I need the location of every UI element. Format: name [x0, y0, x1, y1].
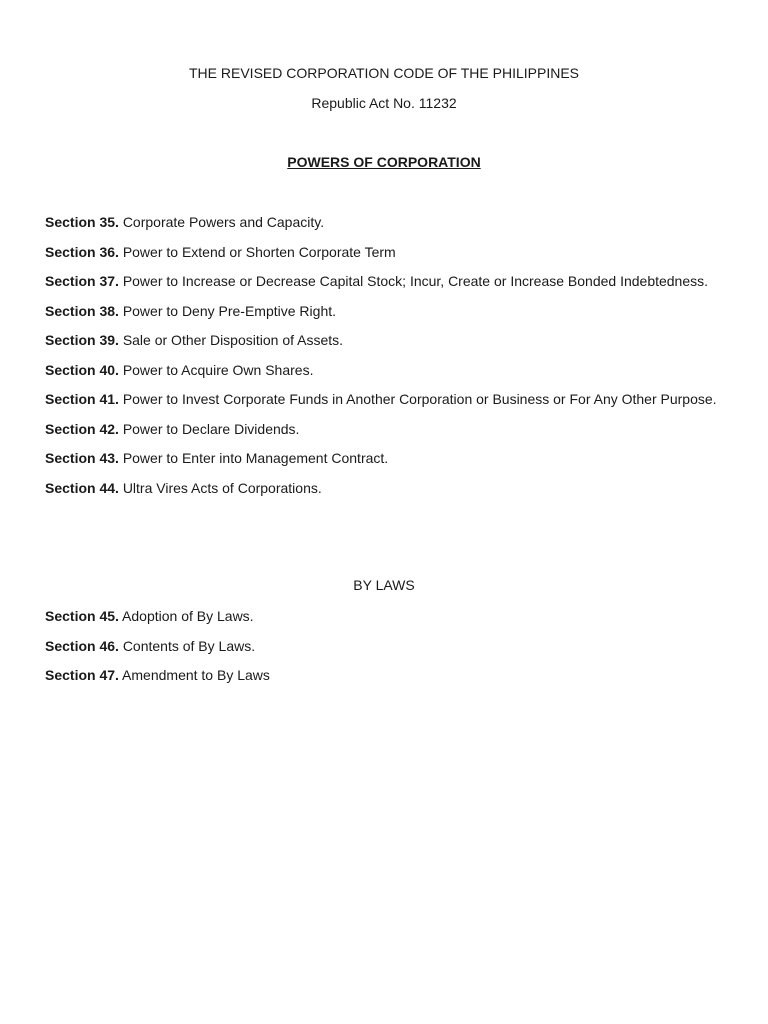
section-title: Contents of By Laws. — [122, 637, 256, 654]
section-number: Section 35. — [45, 214, 119, 230]
section-item — [45, 301, 725, 321]
document-title: THE REVISED CORPORATION CODE OF THE PHILIPPINES — [189, 65, 579, 81]
section-title: Power to Deny Pre-Emptive Right. — [122, 302, 337, 319]
section-number: Section 45. — [45, 608, 119, 624]
section-number: Section 43. — [45, 450, 119, 466]
section-title: Power to Enter into Management Contract. — [122, 450, 389, 466]
bylaws-section-list — [45, 606, 725, 695]
section-item — [45, 242, 725, 262]
section-number: Section 41. — [45, 391, 119, 407]
section-number: Section 44. — [45, 479, 119, 496]
section-number: Section 39. — [45, 332, 119, 348]
section-item — [45, 330, 725, 350]
section-item — [45, 419, 725, 439]
section-title: Power to Invest Corporate Funds in Another Corporation or Business or For Any Other Purpose. — [122, 391, 717, 407]
section-number: Section 37. — [45, 273, 119, 289]
section-number: Section 47. — [45, 667, 119, 683]
section-number: Section 36. — [45, 243, 119, 260]
section-title: Ultra Vires Acts of Corporations. — [122, 479, 322, 496]
section-title: Adoption of By Laws. — [122, 608, 254, 624]
section-item — [45, 665, 725, 685]
section-item — [45, 360, 725, 380]
section-number: Section 42. — [45, 420, 119, 437]
bylaws-heading: BY LAWS — [353, 577, 415, 593]
document-subtitle: Republic Act No. 11232 — [311, 95, 457, 111]
powers-section-list — [45, 212, 725, 507]
section-number: Section 38. — [45, 302, 119, 319]
section-number: Section 46. — [45, 637, 119, 654]
section-title: Power to Increase or Decrease Capital Stock; Incur, Create or Increase Bonded Indebtedness. — [122, 273, 709, 289]
section-title: Amendment to By Laws — [122, 667, 270, 683]
section-number: Section 40. — [45, 361, 119, 378]
section-title: Power to Declare Dividends. — [122, 420, 300, 437]
section-item — [45, 478, 725, 498]
section-item — [45, 389, 725, 409]
section-item — [45, 636, 725, 656]
section-title: Power to Acquire Own Shares. — [122, 361, 314, 378]
section-title: Corporate Powers and Capacity. — [122, 214, 325, 230]
section-title: Sale or Other Disposition of Assets. — [122, 332, 344, 348]
section-item — [45, 448, 725, 468]
section-item — [45, 212, 725, 232]
powers-heading: POWERS OF CORPORATION — [287, 154, 481, 170]
section-item — [45, 606, 725, 626]
section-item — [45, 271, 725, 291]
section-title: Power to Extend or Shorten Corporate Term — [122, 243, 396, 260]
